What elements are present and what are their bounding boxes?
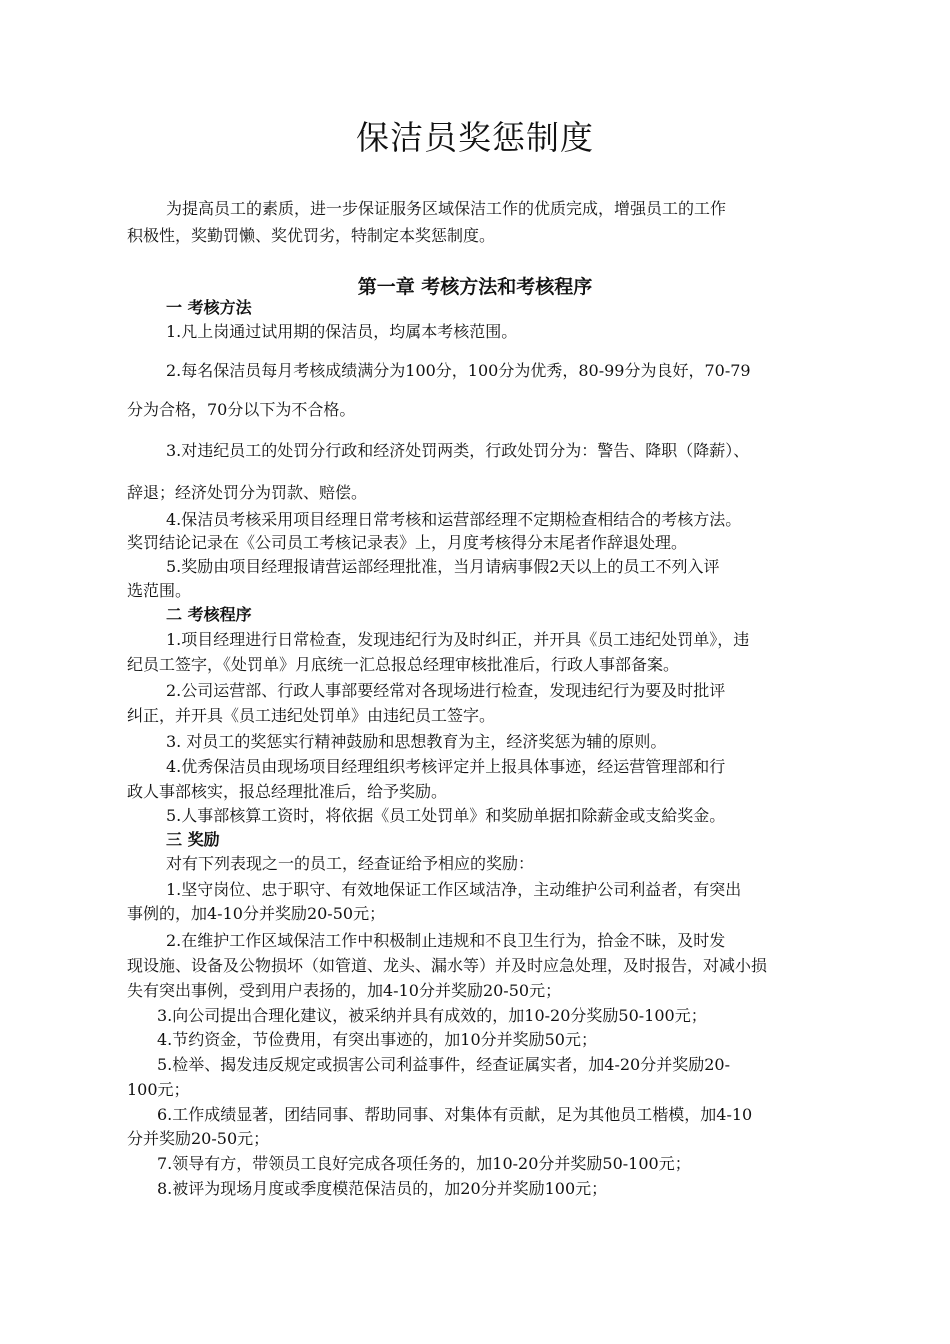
paragraph-line: 分并奖励20-50元；	[127, 1129, 270, 1148]
paragraph-line: 2.在维护工作区域保洁工作中积极制止违规和不良卫生行为，拾金不昧，及时发	[166, 931, 726, 950]
paragraph-line: 3.对违纪员工的处罚分行政和经济处罚两类，行政处罚分为：警告、降职（降薪）、	[166, 441, 750, 460]
intro-line-1: 为提高员工的素质，进一步保证服务区域保洁工作的优质完成，增强员工的工作	[166, 199, 727, 218]
paragraph-line: 2.公司运营部、行政人事部要经常对各现场进行检查，发现违纪行为要及时批评	[166, 681, 726, 700]
paragraph-line: 6.工作成绩显著，团结同事、帮助同事、对集体有贡献，足为其他员工楷模，加4-10	[157, 1105, 753, 1124]
paragraph-line: 纪员工签字，《处罚单》月底统一汇总报总经理审核批准后，行政人事部备案。	[127, 655, 680, 674]
intro-line-2: 积极性，奖勤罚懒、奖优罚劣，特制定本奖惩制度。	[127, 226, 496, 245]
paragraph-line: 4.节约资金，节俭费用，有突出事迹的，加10分并奖励50元；	[157, 1030, 597, 1049]
paragraph-line: 3.向公司提出合理化建议，被采纳并具有成效的，加10-20分奖励50-100元；	[157, 1006, 707, 1025]
section-heading-rewards: 三 奖励	[166, 830, 220, 849]
paragraph-line: 7.领导有方，带领员工良好完成各项任务的，加10-20分并奖励50-100元；	[157, 1154, 691, 1173]
paragraph-line: 纠正，并开具《员工违纪处罚单》由违纪员工签字。	[127, 706, 496, 725]
paragraph-line: 1.项目经理进行日常检查，发现违纪行为及时纠正，并开具《员工违纪处罚单》，违	[166, 630, 750, 649]
paragraph-line: 政人事部核实，报总经理批准后，给予奖励。	[127, 782, 448, 801]
paragraph-line: 选范围。	[127, 581, 192, 600]
paragraph-line: 分为合格，70分以下为不合格。	[127, 400, 356, 419]
section-heading-assessment-method: 一 考核方法	[166, 298, 252, 317]
paragraph-line: 1.坚守岗位、忠于职守、有效地保证工作区域洁净，主动维护公司利益者，有突出	[166, 880, 742, 899]
chapter-heading: 第一章 考核方法和考核程序	[357, 276, 593, 298]
section-heading-assessment-procedure: 二 考核程序	[166, 605, 252, 624]
paragraph-line: 100元；	[127, 1080, 190, 1099]
paragraph-line: 奖罚结论记录在《公司员工考核记录表》上，月度考核得分末尾者作辞退处理。	[127, 533, 688, 552]
paragraph-line: 8.被评为现场月度或季度模范保洁员的，加20分并奖励100元；	[157, 1179, 608, 1198]
document-title: 保洁员奖惩制度	[356, 118, 594, 157]
paragraph-line: 1.凡上岗通过试用期的保洁员，均属本考核范围。	[166, 322, 518, 341]
paragraph-line: 5.检举、揭发违反规定或损害公司利益事件，经查证属实者，加4-20分并奖励20-	[157, 1055, 730, 1074]
paragraph-line: 3. 对员工的奖惩实行精神鼓励和思想教育为主，经济奖惩为辅的原则。	[166, 732, 667, 751]
paragraph-line: 5.奖励由项目经理报请营运部经理批准，当月请病事假2天以上的员工不列入评	[166, 557, 720, 576]
paragraph-line: 2.每名保洁员每月考核成绩满分为100分，100分为优秀，80-99分为良好，70-79	[166, 361, 751, 380]
paragraph-line: 辞退；经济处罚分为罚款、赔偿。	[127, 483, 368, 502]
paragraph-line: 5.人事部核算工资时，将依据《员工处罚单》和奖励单据扣除薪金或支給奖金。	[166, 806, 726, 825]
paragraph-line: 事例的，加4-10分并奖励20-50元；	[127, 904, 386, 923]
paragraph-line: 4.优秀保洁员由现场项目经理组织考核评定并上报具体事迹，经运营管理部和行	[166, 757, 726, 776]
paragraph-line: 4.保洁员考核采用项目经理日常考核和运营部经理不定期检查相结合的考核方法。	[166, 510, 742, 529]
paragraph-line: 失有突出事例，受到用户表扬的，加4-10分并奖励20-50元；	[127, 981, 562, 1000]
paragraph-line: 对有下列表现之一的员工，经查证给予相应的奖励：	[166, 854, 535, 873]
paragraph-line: 现设施、设备及公物损坏（如管道、龙头、漏水等）并及时应急处理，及时报告，对减小损	[127, 956, 768, 975]
